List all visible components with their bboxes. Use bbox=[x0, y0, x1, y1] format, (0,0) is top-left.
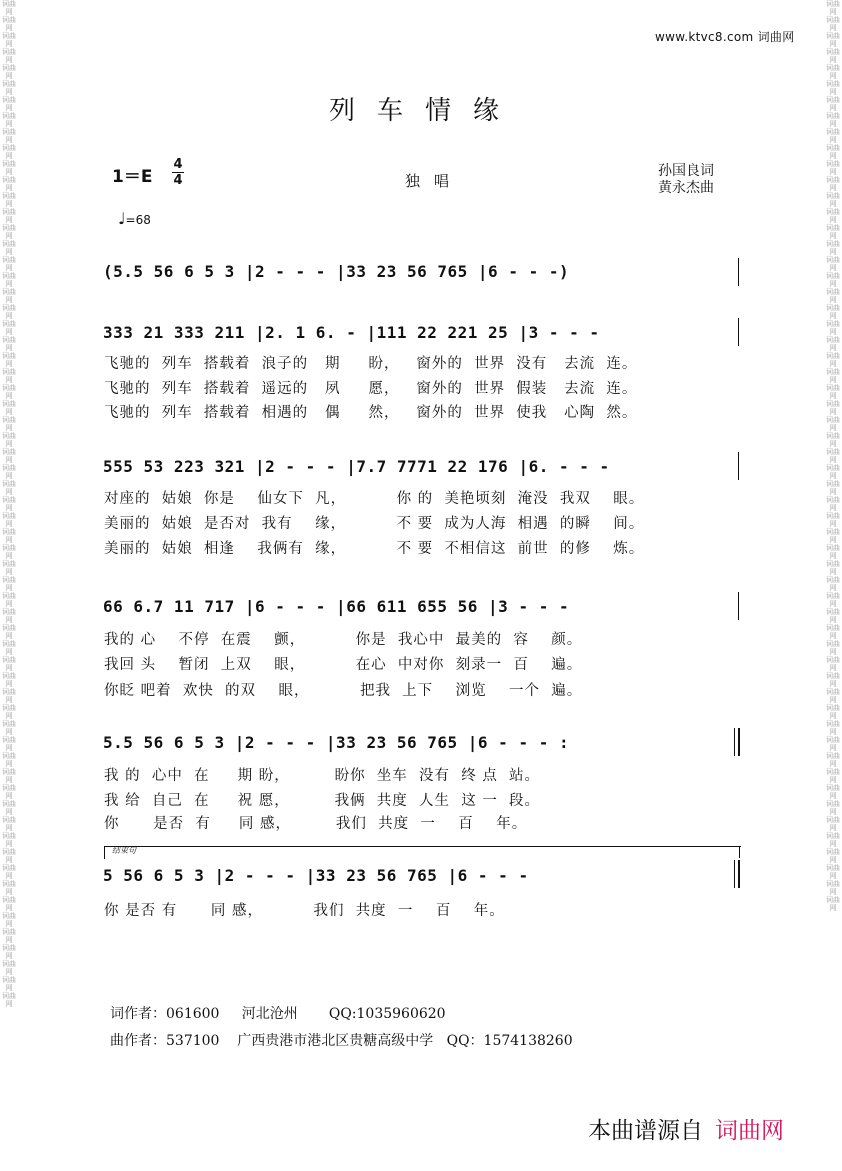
barline bbox=[738, 318, 739, 346]
line2-notes: 555 53 223 321 |2 - - - |7.7 7771 22 176 |6. - - - bbox=[103, 457, 610, 476]
site-url: www.ktvc8.com 词曲网 bbox=[655, 30, 795, 44]
line5-notes: 5 56 6 5 3 |2 - - - |33 23 56 765 |6 - - - bbox=[103, 866, 529, 885]
time-bottom: 4 bbox=[173, 173, 183, 188]
line2-lyric-verse3: 美丽的 姑娘 相逢 我俩有 缘， 不 要 不相信这 前世 的修 炼。 bbox=[104, 541, 645, 557]
credits bbox=[658, 163, 714, 197]
line1-lyric-verse2: 飞驰的 列车 搭载着 遥远的 夙 愿， 窗外的 世界 假装 去流 连。 bbox=[104, 381, 638, 397]
line3-lyric-verse3: 你眨 吧着 欢快 的双 眼， 把我 上下 浏览 一个 遍。 bbox=[104, 683, 583, 699]
line1-notes: 333 21 333 211 |2. 1 6. - |111 22 221 25 |3 - - - bbox=[103, 323, 600, 342]
time-signature bbox=[172, 158, 184, 187]
lyricist-credit: 孙国良词 bbox=[658, 163, 714, 179]
repeat-barline-thin bbox=[734, 728, 735, 756]
ending-bracket bbox=[104, 846, 741, 859]
final-barline-thick bbox=[738, 860, 740, 888]
quarter-note-icon: ♩ bbox=[118, 209, 126, 228]
tempo-value: =68 bbox=[125, 213, 151, 227]
line3-lyric-verse2: 我回 头 暂闭 上双 眼， 在心 中对你 刻录一 百 遍。 bbox=[104, 657, 583, 673]
line2-lyric-verse2: 美丽的 姑娘 是否对 我有 缘， 不 要 成为人海 相遇 的瞬 间。 bbox=[104, 516, 645, 532]
line4-notes: 5.5 56 6 5 3 |2 - - - |33 23 56 765 |6 - - - : bbox=[103, 733, 570, 752]
line4-lyric-verse3: 你 是否 有 同 感， 我们 共度 一 百 年。 bbox=[104, 816, 528, 832]
song-title: 列车情缘 bbox=[328, 96, 521, 126]
watermark-left: 词曲网 词曲网 词曲网 词曲网 词曲网 词曲网 词曲网 词曲网 词曲网 词曲网 词曲网 词曲网 词曲网 词曲网 词曲网 词曲网 词曲网 词曲网 词曲网 词曲网 词曲网 词曲网 词曲网 词曲网 词曲网 词曲网 词曲网 词曲网 词曲网 词曲网 词曲网 词曲网 词曲网 词曲网 词曲网 词曲网 词曲网 词曲网 词曲网 词曲网 词曲网 词曲网 词曲网 词曲网 词曲网 词曲网 词曲网 词曲网 词曲网 词曲网 词曲网 词曲网 词曲网 词曲网 词曲网 词曲网 词曲网 词曲网 词曲网 词曲网 词曲网 词曲网 词曲网 bbox=[2, 0, 16, 1008]
composer-info: 曲作者：537100 广西贵港市港北区贵糖高级中学 QQ：1574138260 bbox=[110, 1033, 573, 1049]
intro-notes: (5.5 56 6 5 3 |2 - - - |33 23 56 765 |6 - - -) bbox=[103, 262, 570, 281]
watermark-right: 词曲网 词曲网 词曲网 词曲网 词曲网 词曲网 词曲网 词曲网 词曲网 词曲网 词曲网 词曲网 词曲网 词曲网 词曲网 词曲网 词曲网 词曲网 词曲网 词曲网 词曲网 词曲网 词曲网 词曲网 词曲网 词曲网 词曲网 词曲网 词曲网 词曲网 词曲网 词曲网 词曲网 词曲网 词曲网 词曲网 词曲网 词曲网 词曲网 词曲网 词曲网 词曲网 词曲网 词曲网 词曲网 词曲网 词曲网 词曲网 词曲网 词曲网 词曲网 词曲网 词曲网 词曲网 词曲网 词曲网 词曲网 bbox=[826, 0, 840, 912]
barline bbox=[738, 592, 739, 620]
line2-lyric-verse1: 对座的 姑娘 你是 仙女下 凡， 你 的 美艳顷刻 淹没 我双 眼。 bbox=[104, 491, 645, 507]
performance-type: 独唱 bbox=[405, 172, 464, 190]
lyricist-info: 词作者：061600 河北沧州 QQ:1035960620 bbox=[110, 1006, 446, 1022]
line5-lyric: 你 是否 有 同 感， 我们 共度 一 百 年。 bbox=[104, 903, 505, 919]
final-barline-thin bbox=[734, 860, 735, 888]
ending-bracket-end bbox=[739, 846, 740, 858]
line3-lyric-verse1: 我的 心 不停 在震 颤， 你是 我心中 最美的 容 颜。 bbox=[104, 632, 583, 648]
line1-lyric-verse1: 飞驰的 列车 搭载着 浪子的 期 盼， 窗外的 世界 没有 去流 连。 bbox=[104, 356, 638, 372]
tempo-marking bbox=[118, 209, 151, 228]
source-label: 本曲谱源自 bbox=[588, 1118, 703, 1144]
line4-lyric-verse1: 我 的 心中 在 期 盼， 盼你 坐车 没有 终 点 站。 bbox=[104, 768, 541, 784]
composer-credit: 黄永杰曲 bbox=[658, 180, 714, 196]
time-top: 4 bbox=[173, 157, 183, 172]
repeat-barline-thick bbox=[738, 728, 740, 756]
barline bbox=[738, 258, 739, 286]
source-attribution bbox=[588, 1112, 784, 1145]
line1-lyric-verse3: 飞驰的 列车 搭载着 相遇的 偶 然， 窗外的 世界 使我 心陶 然。 bbox=[104, 405, 638, 421]
key-signature: 1＝E bbox=[112, 167, 153, 187]
barline bbox=[738, 452, 739, 480]
line4-lyric-verse2: 我 给 自己 在 祝 愿， 我俩 共度 人生 这 一 段。 bbox=[104, 793, 541, 809]
source-site-link[interactable]: 词曲网 bbox=[715, 1118, 784, 1144]
line3-notes: 66 6.7 11 717 |6 - - - |66 611 655 56 |3 - - - bbox=[103, 597, 570, 616]
ending-label: 结束句 bbox=[112, 846, 136, 855]
